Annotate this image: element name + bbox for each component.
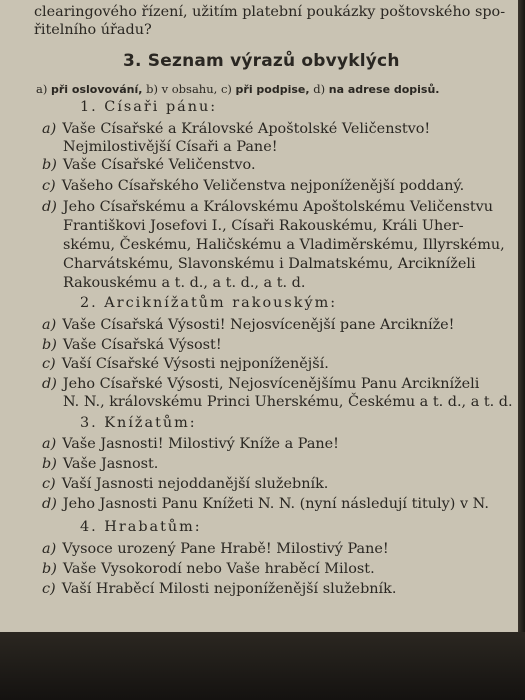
subtitle-mark: c) bbox=[220, 82, 232, 96]
list-item bbox=[42, 120, 430, 138]
item-text: Vaše Císařská Výsost! bbox=[62, 337, 222, 353]
item-continuation: N. N., královskému Princi Uherskému, Českému a t. d., a t. d. bbox=[63, 394, 513, 410]
list-item bbox=[42, 336, 222, 354]
section-title: 1. Císaři pánu: bbox=[80, 99, 218, 115]
section-title: 2. Arciknížatům rakouským: bbox=[80, 295, 338, 311]
list-item bbox=[42, 580, 396, 598]
text-line: řitelního úřadu? bbox=[34, 22, 152, 38]
item-mark: b) bbox=[42, 337, 57, 353]
list-item bbox=[42, 455, 158, 473]
item-mark: b) bbox=[42, 456, 57, 472]
list-item bbox=[42, 375, 479, 393]
item-mark: d) bbox=[42, 376, 57, 392]
list-item bbox=[42, 560, 375, 578]
item-mark: a) bbox=[42, 317, 57, 333]
item-text: Vaše Jasnost. bbox=[62, 456, 159, 472]
section-title: 3. Knížatům: bbox=[80, 415, 197, 431]
item-continuation: Rakouskému a t. d., a t. d., a t. d. bbox=[63, 275, 306, 291]
item-text: Vaše Císařské Veličenstvo. bbox=[62, 157, 256, 173]
item-mark: c) bbox=[42, 356, 56, 372]
subtitle-item: v obsahu, bbox=[161, 82, 218, 96]
item-text: Vaše Jasnosti! Milostivý Kníže a Pane! bbox=[62, 436, 339, 452]
item-mark: b) bbox=[42, 561, 57, 577]
item-mark: d) bbox=[42, 199, 57, 215]
item-text: Jeho Císařské Výsosti, Nejosvícenějšímu Panu Arcikníželi bbox=[62, 376, 480, 392]
subtitle-item: při oslovování, bbox=[51, 83, 143, 96]
list-item bbox=[42, 475, 328, 493]
item-mark: a) bbox=[42, 541, 57, 557]
item-text: Vaše Císařská Výsosti! Nejosvícenější pane Arcikníže! bbox=[62, 317, 455, 333]
item-mark: d) bbox=[42, 496, 57, 512]
list-item bbox=[42, 355, 329, 373]
item-text: Vaše Vysokorodí nebo Vaše hraběcí Milost. bbox=[62, 561, 375, 577]
list-item bbox=[42, 177, 464, 195]
item-text: Jeho Císařskému a Královskému Apoštolskému Veličenstvu bbox=[62, 199, 494, 215]
item-text: Vaší Hraběcí Milosti nejponíženější služebník. bbox=[61, 581, 397, 597]
item-mark: a) bbox=[42, 436, 57, 452]
list-item bbox=[42, 156, 256, 174]
item-mark: c) bbox=[42, 178, 56, 194]
item-text: Vaší Jasnosti nejoddanější služebník. bbox=[61, 476, 329, 492]
item-mark: c) bbox=[42, 581, 56, 597]
item-text: Vaší Císařské Výsosti nejponíženější. bbox=[61, 356, 329, 372]
subtitle-item: na adrese dopisů. bbox=[328, 83, 440, 96]
background-shadow bbox=[0, 632, 525, 700]
subtitle-mark: d) bbox=[313, 82, 326, 96]
subtitle-mark: a) bbox=[36, 82, 48, 96]
item-text: Jeho Jasnosti Panu Knížeti N. N. (nyní následují tituly) v N. bbox=[62, 496, 489, 512]
subtitle-line bbox=[36, 80, 440, 99]
page-edge bbox=[518, 0, 525, 640]
section-title: 4. Hrabatům: bbox=[80, 519, 202, 535]
item-continuation: Nejmilostivější Císaři a Pane! bbox=[63, 139, 278, 155]
item-mark: a) bbox=[42, 121, 57, 137]
list-item bbox=[42, 540, 389, 558]
subtitle-item: při podpise, bbox=[235, 83, 310, 96]
item-text: Vysoce urozený Pane Hrabě! Milostivý Pane! bbox=[62, 541, 389, 557]
list-item bbox=[42, 316, 454, 334]
item-text: Vaše Císařské a Královské Apoštolské Veličenstvo! bbox=[62, 121, 431, 137]
item-mark: b) bbox=[42, 157, 57, 173]
section-heading: 3. Seznam výrazů obvyklých bbox=[123, 51, 400, 71]
item-text: Vašeho Císařského Veličenstva nejponíženější poddaný. bbox=[61, 178, 465, 194]
list-item bbox=[42, 198, 493, 216]
item-continuation: Františkovi Josefovi I., Císaři Rakouskému, Králi Uher- bbox=[63, 218, 464, 234]
list-item bbox=[42, 435, 339, 453]
item-mark: c) bbox=[42, 476, 56, 492]
item-continuation: Charvátskému, Slavonskému i Dalmatskému, Arcikníželi bbox=[63, 256, 476, 272]
list-item bbox=[42, 495, 489, 513]
subtitle-mark: b) bbox=[146, 82, 158, 96]
item-continuation: skému, Českému, Haličskému a Vladiměrskému, Illyrskému, bbox=[63, 237, 505, 253]
text-line: clearingového řízení, užitím platební poukázky poštovského spo- bbox=[34, 4, 506, 20]
